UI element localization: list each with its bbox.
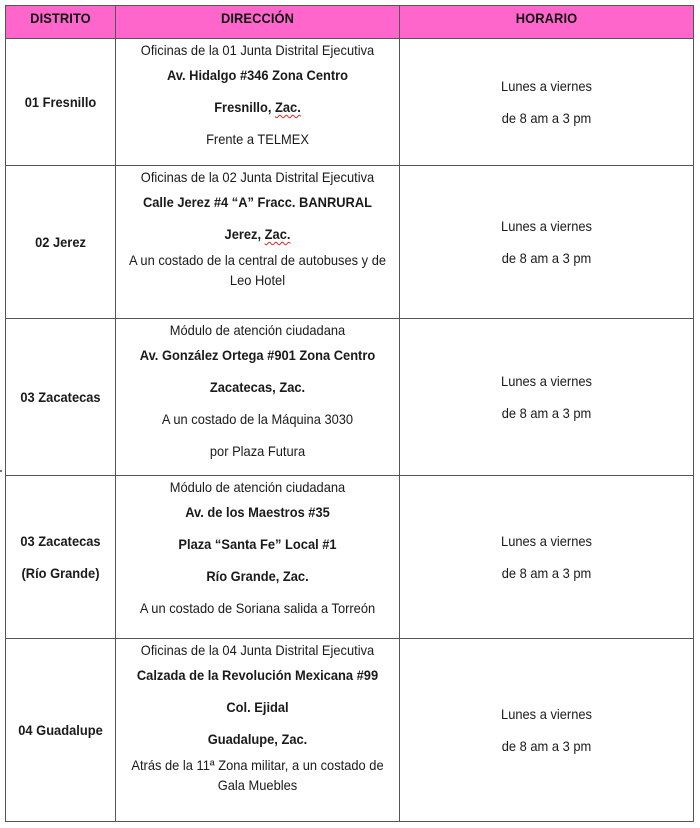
distrito-subname: (Río Grande) — [21, 565, 100, 581]
street-address: Calzada de la Revolución Mexicana #99 — [136, 667, 379, 683]
distrito-cell — [6, 476, 116, 639]
city-line: Guadalupe, Zac. — [207, 731, 308, 747]
office-type: Oficinas de la 01 Junta Distrital Ejecutiva — [140, 42, 375, 58]
horario-days: Lunes a viernes — [501, 533, 592, 549]
horario-hours: de 8 am a 3 pm — [501, 405, 592, 421]
horario-cell — [400, 39, 694, 166]
direccion-cell — [116, 319, 400, 476]
horario-days: Lunes a viernes — [501, 218, 592, 234]
horario-cell — [400, 166, 694, 319]
city-line: Jerez, Zac. — [224, 226, 291, 242]
distrito-name: 03 Zacatecas — [20, 389, 101, 405]
scan-mark — [0, 470, 2, 472]
city-line: Río Grande, Zac. — [206, 568, 309, 584]
location-note: por Plaza Futura — [209, 443, 306, 459]
horario-cell — [400, 639, 694, 822]
location-note: A un costado de la central de autobuses y de Leo Hotel — [128, 252, 387, 288]
street-address: Av. González Ortega #901 Zona Centro — [139, 347, 376, 363]
horario-hours: de 8 am a 3 pm — [501, 110, 592, 126]
horario-hours: de 8 am a 3 pm — [501, 250, 592, 266]
table-row — [6, 476, 694, 639]
location-note: A un costado de Soriana salida a Torreón — [139, 600, 376, 616]
header-row — [6, 6, 694, 39]
horario-cell — [400, 319, 694, 476]
distrito-name: 03 Zacatecas — [20, 533, 101, 549]
direccion-cell — [116, 476, 400, 639]
office-type: Módulo de atención ciudadana — [169, 322, 346, 338]
header-horario: HORARIO — [400, 6, 694, 39]
table-row — [6, 166, 694, 319]
header-direccion: DIRECCIÓN — [116, 6, 400, 39]
location-note: Atrás de la 11ª Zona militar, a un costado de Gala Muebles — [131, 757, 384, 793]
office-type: Oficinas de la 04 Junta Distrital Ejecutiva — [140, 642, 375, 658]
distrito-name: 04 Guadalupe — [18, 722, 103, 738]
table-row — [6, 319, 694, 476]
street-address: Av. de los Maestros #35 — [185, 504, 330, 520]
horario-hours: de 8 am a 3 pm — [501, 565, 592, 581]
distrito-cell — [6, 39, 116, 166]
distrito-cell — [6, 319, 116, 476]
distrito-cell — [6, 166, 116, 319]
offices-table — [5, 5, 694, 822]
horario-cell — [400, 476, 694, 639]
direccion-cell — [116, 639, 400, 822]
office-type: Módulo de atención ciudadana — [169, 479, 346, 495]
header-distrito: DISTRITO — [6, 6, 116, 39]
distrito-name: 02 Jerez — [35, 234, 86, 250]
city-line: Zacatecas, Zac. — [209, 379, 306, 395]
table-row — [6, 39, 694, 166]
horario-days: Lunes a viernes — [501, 78, 592, 94]
distrito-name: 01 Fresnillo — [24, 94, 97, 110]
distrito-cell — [6, 639, 116, 822]
location-note: A un costado de la Máquina 3030 — [161, 411, 354, 427]
horario-days: Lunes a viernes — [501, 373, 592, 389]
plaza-line: Plaza “Santa Fe” Local #1 — [178, 536, 337, 552]
location-note: Frente a TELMEX — [206, 131, 309, 147]
street-address: Calle Jerez #4 “A” Fracc. BANRURAL — [142, 194, 373, 210]
direccion-cell — [116, 166, 400, 319]
horario-hours: de 8 am a 3 pm — [501, 738, 592, 754]
offices-table-container — [5, 5, 693, 822]
street-address: Av. Hidalgo #346 Zona Centro — [166, 67, 349, 83]
table-row — [6, 639, 694, 822]
direccion-cell — [116, 39, 400, 166]
city-line: Fresnillo, Zac. — [214, 99, 301, 115]
colonia-line: Col. Ejidal — [226, 699, 289, 715]
office-type: Oficinas de la 02 Junta Distrital Ejecutiva — [140, 169, 375, 185]
horario-days: Lunes a viernes — [501, 706, 592, 722]
